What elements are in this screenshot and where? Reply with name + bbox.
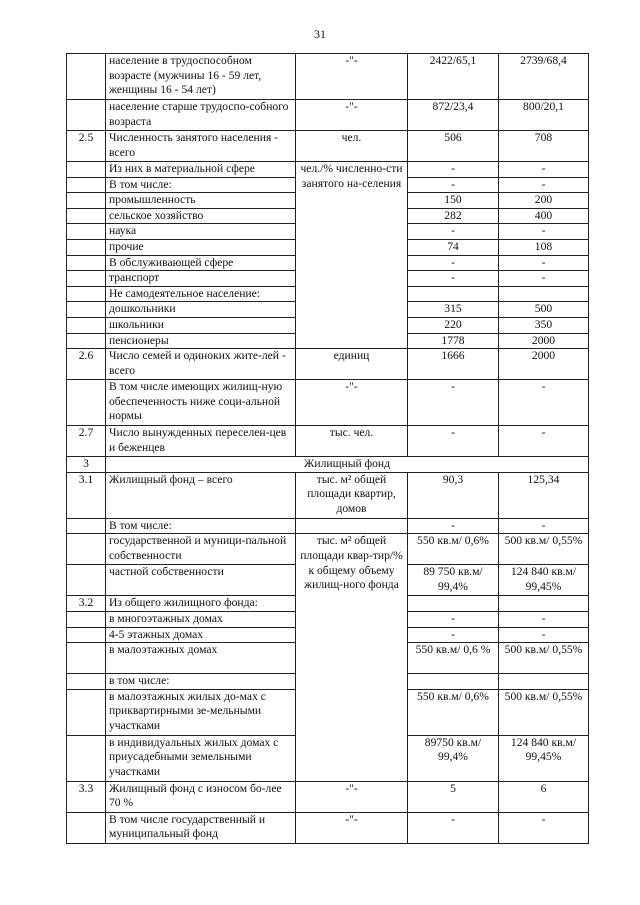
value-current: - bbox=[408, 611, 499, 627]
row-label: в малоэтажных жилых до-мах с приквартирными зе-мельными участками bbox=[106, 689, 296, 735]
value-projected: 2739/68,4 bbox=[499, 54, 589, 100]
row-number: 3.1 bbox=[67, 472, 106, 518]
row-number bbox=[67, 518, 106, 534]
value-projected: 350 bbox=[499, 317, 589, 333]
value-projected: - bbox=[499, 255, 589, 271]
row-unit: -"- bbox=[296, 54, 408, 100]
value-projected: 500 bbox=[499, 302, 589, 318]
row-unit: -"- bbox=[296, 380, 408, 426]
table-row bbox=[67, 781, 589, 812]
row-label: прочие bbox=[106, 239, 296, 255]
value-current bbox=[408, 674, 499, 690]
row-number bbox=[67, 302, 106, 318]
row-label: промышленность bbox=[106, 193, 296, 209]
row-label: в индивидуальных жилых домах с приусадебными земельными участками bbox=[106, 735, 296, 781]
row-number bbox=[67, 689, 106, 735]
row-label: Число вынужденных переселен-цев и беженцев bbox=[106, 426, 296, 457]
value-current: - bbox=[408, 812, 499, 843]
value-current: 1666 bbox=[408, 349, 499, 380]
row-label: дошкольники bbox=[106, 302, 296, 318]
value-current: 872/23,4 bbox=[408, 100, 499, 131]
row-label: в том числе: bbox=[106, 674, 296, 690]
value-projected: - bbox=[499, 380, 589, 426]
row-number bbox=[67, 162, 106, 178]
row-label: сельское хозяйство bbox=[106, 208, 296, 224]
row-label: В том числе: bbox=[106, 518, 296, 534]
row-unit: -"- bbox=[296, 812, 408, 843]
table-row bbox=[67, 472, 589, 518]
value-projected: - bbox=[499, 177, 589, 193]
row-label: 4-5 этажных домах bbox=[106, 627, 296, 643]
value-projected: 500 кв.м/ 0,55% bbox=[499, 643, 589, 674]
table-row bbox=[67, 100, 589, 131]
value-current: 5 bbox=[408, 781, 499, 812]
row-label: пенсионеры bbox=[106, 333, 296, 349]
value-projected: - bbox=[499, 812, 589, 843]
row-label: Жилищный фонд с износом бо-лее 70 % bbox=[106, 781, 296, 812]
row-label: школьники bbox=[106, 317, 296, 333]
value-current: 89 750 кв.м/ 99,4% bbox=[408, 565, 499, 596]
row-number bbox=[67, 534, 106, 565]
row-number bbox=[67, 565, 106, 596]
value-current: 150 bbox=[408, 193, 499, 209]
value-current: 89750 кв.м/ 99,4% bbox=[408, 735, 499, 781]
row-number: 2.7 bbox=[67, 426, 106, 457]
row-number: 3 bbox=[67, 457, 106, 473]
value-projected bbox=[499, 674, 589, 690]
value-projected bbox=[499, 596, 589, 612]
value-projected: 708 bbox=[499, 131, 589, 162]
value-projected: 200 bbox=[499, 193, 589, 209]
row-number bbox=[67, 193, 106, 209]
value-projected: - bbox=[499, 518, 589, 534]
section-title: Жилищный фонд bbox=[106, 457, 589, 473]
row-number bbox=[67, 317, 106, 333]
row-number bbox=[67, 255, 106, 271]
table-row bbox=[67, 162, 589, 178]
table-row bbox=[67, 518, 589, 534]
value-projected: 2000 bbox=[499, 349, 589, 380]
value-current: - bbox=[408, 627, 499, 643]
value-current: 90,3 bbox=[408, 472, 499, 518]
value-projected: - bbox=[499, 224, 589, 240]
row-number bbox=[67, 735, 106, 781]
row-number: 3.2 bbox=[67, 596, 106, 612]
table-row bbox=[67, 349, 589, 380]
value-current: 282 bbox=[408, 208, 499, 224]
row-label: наука bbox=[106, 224, 296, 240]
value-current: 550 кв.м/ 0,6% bbox=[408, 689, 499, 735]
value-current: - bbox=[408, 162, 499, 178]
value-current: - bbox=[408, 271, 499, 287]
value-current: - bbox=[408, 380, 499, 426]
row-label: Не самодеятельное население: bbox=[106, 286, 296, 302]
row-label: транспорт bbox=[106, 271, 296, 287]
row-number bbox=[67, 611, 106, 627]
row-number bbox=[67, 271, 106, 287]
value-current: 315 bbox=[408, 302, 499, 318]
row-number bbox=[67, 224, 106, 240]
value-current: - bbox=[408, 255, 499, 271]
value-projected: 500 кв.м/ 0,55% bbox=[499, 689, 589, 735]
row-label: Из общего жилищного фонда: bbox=[106, 596, 296, 612]
value-current: 550 кв.м/ 0,6 % bbox=[408, 643, 499, 674]
row-label: Численность занятого населения - всего bbox=[106, 131, 296, 162]
value-projected: 2000 bbox=[499, 333, 589, 349]
value-current: - bbox=[408, 177, 499, 193]
row-number bbox=[67, 239, 106, 255]
row-unit: -"- bbox=[296, 781, 408, 812]
value-projected: - bbox=[499, 271, 589, 287]
row-label: население в трудоспособном возрасте (мужчины 16 - 59 лет, женщины 16 - 54 лет) bbox=[106, 54, 296, 100]
row-label: частной собственности bbox=[106, 565, 296, 596]
row-number bbox=[67, 643, 106, 674]
value-projected: - bbox=[499, 426, 589, 457]
row-number bbox=[67, 812, 106, 843]
value-current: 550 кв.м/ 0,6% bbox=[408, 534, 499, 565]
row-label: в многоэтажных домах bbox=[106, 611, 296, 627]
value-projected: - bbox=[499, 611, 589, 627]
row-number: 3.3 bbox=[67, 781, 106, 812]
row-label: В том числе: bbox=[106, 177, 296, 193]
table-row bbox=[67, 131, 589, 162]
table-row bbox=[67, 426, 589, 457]
value-projected: 124 840 кв.м/ 99,45% bbox=[499, 735, 589, 781]
value-projected: - bbox=[499, 162, 589, 178]
value-current: 506 bbox=[408, 131, 499, 162]
row-label: Число семей и одиноких жите-лей - всего bbox=[106, 349, 296, 380]
row-number bbox=[67, 286, 106, 302]
page-number: 31 bbox=[314, 27, 326, 41]
row-number bbox=[67, 54, 106, 100]
value-current bbox=[408, 286, 499, 302]
value-projected: 400 bbox=[499, 208, 589, 224]
value-current: 74 bbox=[408, 239, 499, 255]
value-current: 220 bbox=[408, 317, 499, 333]
row-number bbox=[67, 627, 106, 643]
row-label: в малоэтажных домах bbox=[106, 643, 296, 674]
row-number: 2.6 bbox=[67, 349, 106, 380]
row-number bbox=[67, 208, 106, 224]
row-unit: чел. bbox=[296, 131, 408, 162]
row-number bbox=[67, 380, 106, 426]
row-label: В том числе имеющих жилищ-ную обеспеченность ниже соци-альной нормы bbox=[106, 380, 296, 426]
row-label: государственной и муници-пальной собственности bbox=[106, 534, 296, 565]
row-unit: тыс. чел. bbox=[296, 426, 408, 457]
table-row bbox=[67, 380, 589, 426]
indicators-table bbox=[66, 53, 589, 844]
table-row bbox=[67, 812, 589, 843]
row-unit: тыс. м² общей площади квар-тир/% к общему объему жилищ-ного фонда bbox=[296, 534, 408, 781]
value-current: - bbox=[408, 224, 499, 240]
value-current: - bbox=[408, 518, 499, 534]
value-current: - bbox=[408, 426, 499, 457]
row-unit bbox=[296, 518, 408, 534]
value-current: 2422/65,1 bbox=[408, 54, 499, 100]
row-label: Из них в материальной сфере bbox=[106, 162, 296, 178]
row-unit: -"- bbox=[296, 100, 408, 131]
row-unit: тыс. м² общей площади квартир, домов bbox=[296, 472, 408, 518]
value-projected: 125,34 bbox=[499, 472, 589, 518]
row-label: Жилищный фонд – всего bbox=[106, 472, 296, 518]
value-projected: 124 840 кв.м/ 99,45% bbox=[499, 565, 589, 596]
value-current: 1778 bbox=[408, 333, 499, 349]
value-projected bbox=[499, 286, 589, 302]
row-number: 2.5 bbox=[67, 131, 106, 162]
row-number bbox=[67, 674, 106, 690]
row-unit: чел./% численно-сти занятого на-селения bbox=[296, 162, 408, 349]
value-projected: - bbox=[499, 627, 589, 643]
row-label: В обслуживающей сфере bbox=[106, 255, 296, 271]
row-label: население старше трудоспо-собного возраста bbox=[106, 100, 296, 131]
row-number bbox=[67, 333, 106, 349]
table-row bbox=[67, 54, 589, 100]
value-projected: 500 кв.м/ 0,55% bbox=[499, 534, 589, 565]
row-unit: единиц bbox=[296, 349, 408, 380]
row-label: В том числе государственный и муниципальный фонд bbox=[106, 812, 296, 843]
section-row bbox=[67, 457, 589, 473]
value-projected: 108 bbox=[499, 239, 589, 255]
value-projected: 6 bbox=[499, 781, 589, 812]
value-projected: 800/20,1 bbox=[499, 100, 589, 131]
row-number bbox=[67, 100, 106, 131]
table-row bbox=[67, 534, 589, 565]
value-current bbox=[408, 596, 499, 612]
row-number bbox=[67, 177, 106, 193]
